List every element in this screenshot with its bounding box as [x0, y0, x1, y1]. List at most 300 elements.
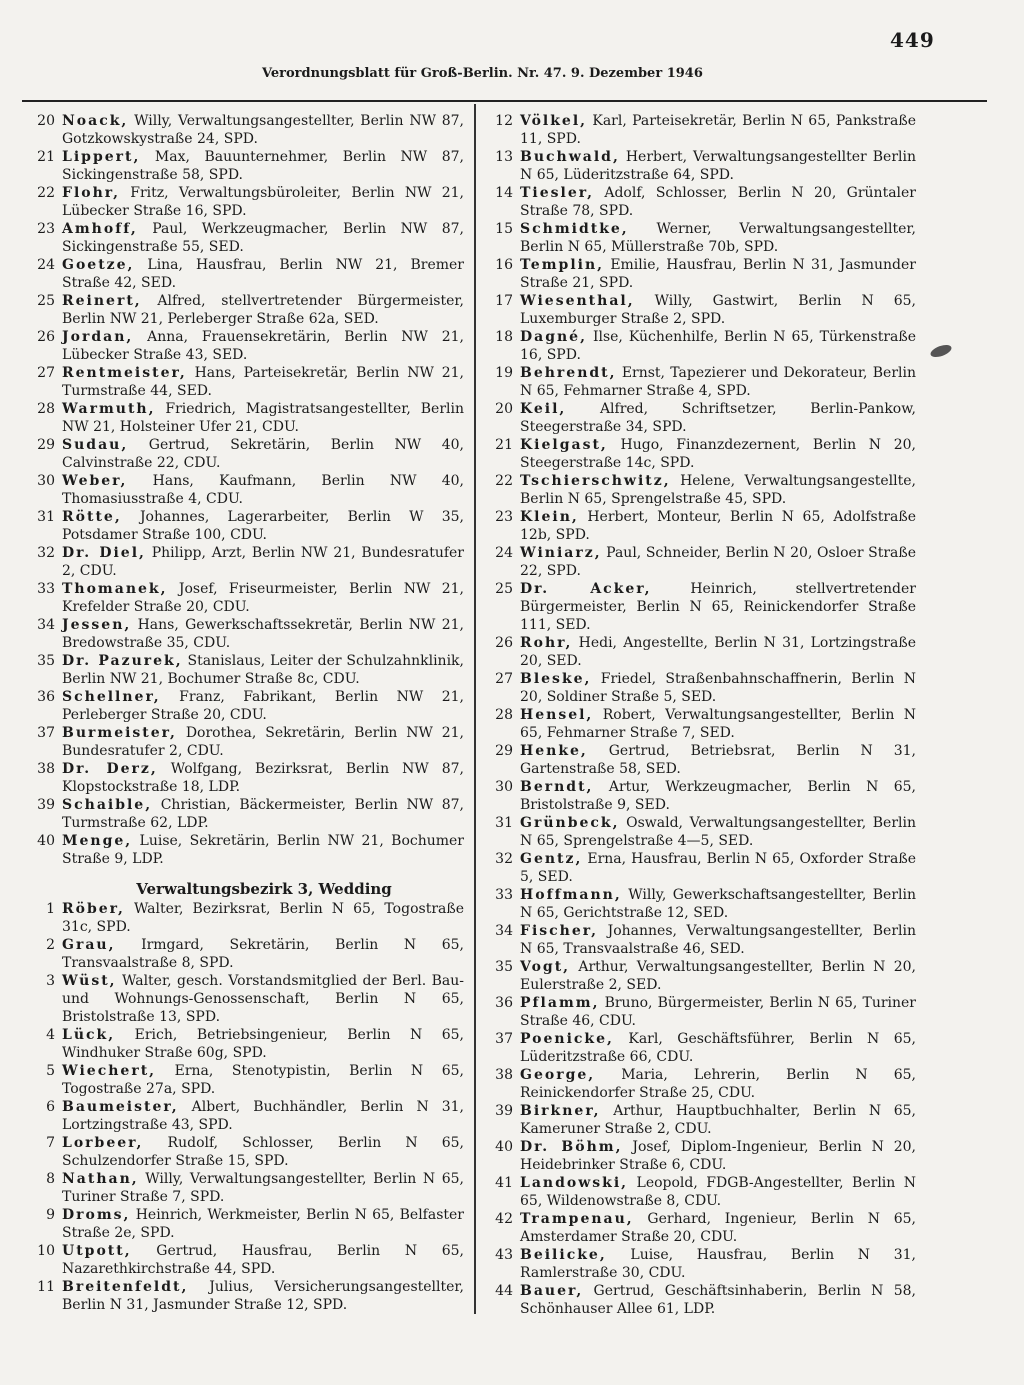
- entry-details: Leopold, FDGB-Angestellter, Berlin N 65, Wildenowstraße 8, CDU.: [520, 1175, 916, 1209]
- entry-number: 24: [495, 545, 513, 561]
- entry-details: Erna, Hausfrau, Berlin N 65, Oxforder Straße 5, SED.: [520, 851, 916, 885]
- entry-body: [62, 1062, 464, 1098]
- entry-body: [62, 148, 464, 184]
- list-item: [22, 544, 464, 580]
- entry-body: [62, 580, 464, 616]
- entry-number: 39: [495, 1103, 513, 1119]
- list-item: [480, 1066, 916, 1102]
- entry-details: Friedrich, Magistratsangestellter, Berlin NW 21, Holsteiner Ufer 21, CDU.: [62, 401, 464, 435]
- entry-name: Bauer,: [520, 1283, 584, 1299]
- entry-name: Landowski,: [520, 1175, 629, 1191]
- entry-details: Walter, Bezirksrat, Berlin N 65, Togostraße 31c, SPD.: [62, 901, 464, 935]
- list-item: [480, 544, 916, 580]
- entry-body: [520, 886, 916, 922]
- entry-name: Kielgast,: [520, 437, 608, 453]
- entry-number: 30: [495, 779, 513, 795]
- entry-name: Buchwald,: [520, 149, 620, 165]
- entry-number: 31: [37, 509, 55, 525]
- entry-number: 6: [46, 1099, 55, 1115]
- entry-name: Birkner,: [520, 1103, 601, 1119]
- entry-details: Hans, Parteisekretär, Berlin NW 21, Turmstraße 44, SED.: [62, 365, 464, 399]
- page-header: Verordnungsblatt für Groß-Berlin. Nr. 47. 9. Dezember 1946: [262, 66, 703, 81]
- entry-number: 40: [495, 1139, 513, 1155]
- entry-number: 37: [37, 725, 55, 741]
- entry-details: Ilse, Küchenhilfe, Berlin N 65, Türkenstraße 16, SPD.: [520, 329, 916, 363]
- entry-name: Weber,: [62, 473, 128, 489]
- list-item: [480, 436, 916, 472]
- entry-details: Christian, Bäckermeister, Berlin NW 87, Turmstraße 62, LDP.: [62, 797, 464, 831]
- entry-number: 21: [37, 149, 55, 165]
- list-item: [22, 796, 464, 832]
- entry-name: Lück,: [62, 1027, 116, 1043]
- list-item: [22, 184, 464, 220]
- entry-name: Poenicke,: [520, 1031, 614, 1047]
- entry-details: Josef, Diplom-Ingenieur, Berlin N 20, Heidebrinker Straße 6, CDU.: [520, 1139, 916, 1173]
- entry-name: Keil,: [520, 401, 567, 417]
- entry-number: 39: [37, 797, 55, 813]
- list-item: [22, 1206, 464, 1242]
- list-item: [22, 832, 464, 868]
- entry-number: 2: [46, 937, 55, 953]
- entry-details: Gertrud, Hausfrau, Berlin N 65, Nazarethkirchstraße 44, SPD.: [62, 1243, 464, 1277]
- entry-body: [62, 400, 464, 436]
- list-item: [22, 364, 464, 400]
- right-column: [480, 112, 916, 1318]
- entry-name: George,: [520, 1067, 596, 1083]
- entry-name: Breitenfeldt,: [62, 1279, 189, 1295]
- list-item: [22, 256, 464, 292]
- entry-name: Noack,: [62, 113, 129, 129]
- list-item: [480, 256, 916, 292]
- list-item: [22, 220, 464, 256]
- entry-body: [62, 900, 464, 936]
- list-item: [22, 724, 464, 760]
- list-item: [22, 580, 464, 616]
- list-item: [480, 184, 916, 220]
- entry-name: Bleske,: [520, 671, 592, 687]
- list-item: [22, 616, 464, 652]
- entry-body: [520, 292, 916, 328]
- entry-name: Beilicke,: [520, 1247, 607, 1263]
- entry-body: [62, 724, 464, 760]
- entry-details: Heinrich, Werkmeister, Berlin N 65, Belfaster Straße 2e, SPD.: [62, 1207, 464, 1241]
- entry-details: Luise, Hausfrau, Berlin N 31, Ramlerstraße 30, CDU.: [520, 1247, 916, 1281]
- entry-details: Friedel, Straßenbahnschaffnerin, Berlin N 20, Soldiner Straße 5, SED.: [520, 671, 916, 705]
- entry-number: 1: [46, 901, 55, 917]
- entry-name: Nathan,: [62, 1171, 139, 1187]
- entry-details: Herbert, Verwaltungsangestellter Berlin N 65, Lüderitzstraße 64, SPD.: [520, 149, 916, 183]
- right-entries: [480, 112, 916, 1318]
- entry-body: [62, 328, 464, 364]
- entry-number: 36: [37, 689, 55, 705]
- entry-number: 5: [46, 1063, 55, 1079]
- list-item: [480, 706, 916, 742]
- entry-details: Hugo, Finanzdezernent, Berlin N 20, Steegerstraße 14c, SPD.: [520, 437, 917, 471]
- list-item: [480, 1282, 916, 1318]
- entry-body: [520, 1066, 916, 1102]
- entry-number: 28: [495, 707, 513, 723]
- entry-details: Luise, Sekretärin, Berlin NW 21, Bochumer Straße 9, LDP.: [62, 833, 464, 867]
- entry-number: 35: [37, 653, 55, 669]
- list-item: [22, 1098, 464, 1134]
- list-item: [480, 1246, 916, 1282]
- entry-details: Julius, Versicherungsangestellter, Berlin N 31, Jasmunder Straße 12, SPD.: [62, 1279, 465, 1313]
- entry-details: Erich, Betriebsingenieur, Berlin N 65, Windhuker Straße 60g, SPD.: [62, 1027, 464, 1061]
- entry-details: Emilie, Hausfrau, Berlin N 31, Jasmunder Straße 21, SPD.: [520, 257, 916, 291]
- list-item: [22, 400, 464, 436]
- entry-name: Schaible,: [62, 797, 153, 813]
- entry-name: Sudau,: [62, 437, 129, 453]
- entry-number: 20: [37, 113, 55, 129]
- entry-number: 33: [495, 887, 513, 903]
- entry-body: [62, 1134, 464, 1170]
- entry-body: [62, 1206, 464, 1242]
- entry-name: Hensel,: [520, 707, 594, 723]
- entry-number: 10: [37, 1243, 55, 1259]
- entry-body: [520, 256, 916, 292]
- entry-details: Artur, Werkzeugmacher, Berlin N 65, Bristolstraße 9, SED.: [520, 779, 917, 813]
- entry-body: [62, 112, 464, 148]
- entry-details: Gertrud, Geschäftsinhaberin, Berlin N 58, Schönhauser Allee 61, LDP.: [520, 1283, 916, 1317]
- entry-number: 23: [495, 509, 513, 525]
- entry-name: Henke,: [520, 743, 588, 759]
- entry-body: [520, 508, 916, 544]
- entry-body: [62, 1098, 464, 1134]
- entry-name: Thomanek,: [62, 581, 168, 597]
- entry-details: Ernst, Tapezierer und Dekorateur, Berlin N 65, Fehmarner Straße 4, SPD.: [520, 365, 917, 399]
- entry-details: Adolf, Schlosser, Berlin N 20, Grüntaler Straße 78, SPD.: [520, 185, 916, 219]
- entry-name: Wiesenthal,: [520, 293, 635, 309]
- entry-details: Helene, Verwaltungsangestellte, Berlin N 65, Sprengelstraße 45, SPD.: [520, 473, 916, 507]
- entry-name: Vogt,: [520, 959, 571, 975]
- list-item: [22, 1134, 464, 1170]
- entry-body: [520, 850, 916, 886]
- list-item: [22, 688, 464, 724]
- entry-name: Dr. Diel,: [62, 545, 146, 561]
- entry-number: 27: [495, 671, 513, 687]
- entry-number: 28: [37, 401, 55, 417]
- list-item: [480, 112, 916, 148]
- entry-details: Johannes, Lagerarbeiter, Berlin W 35, Potsdamer Straße 100, CDU.: [62, 509, 464, 543]
- list-item: [22, 328, 464, 364]
- entry-number: 38: [495, 1067, 513, 1083]
- entry-name: Grünbeck,: [520, 815, 620, 831]
- entry-details: Josef, Friseurmeister, Berlin NW 21, Krefelder Straße 20, CDU.: [62, 581, 464, 615]
- entry-name: Pflamm,: [520, 995, 600, 1011]
- list-item: [480, 634, 916, 670]
- entry-number: 34: [37, 617, 55, 633]
- entry-body: [520, 958, 916, 994]
- entry-body: [62, 220, 464, 256]
- entry-number: 8: [46, 1171, 55, 1187]
- entry-body: [62, 292, 464, 328]
- left-entries-top: [22, 112, 464, 868]
- list-item: [22, 760, 464, 796]
- entry-body: [520, 148, 916, 184]
- entry-details: Hans, Gewerkschaftssekretär, Berlin NW 21, Bredowstraße 35, CDU.: [62, 617, 465, 651]
- list-item: [480, 886, 916, 922]
- entry-body: [62, 1278, 464, 1314]
- entry-name: Röber,: [62, 901, 125, 917]
- entry-name: Baumeister,: [62, 1099, 179, 1115]
- entry-details: Philipp, Arzt, Berlin NW 21, Bundesratufer 2, CDU.: [62, 545, 464, 579]
- entry-name: Rötte,: [62, 509, 122, 525]
- list-item: [480, 742, 916, 778]
- entry-details: Irmgard, Sekretärin, Berlin N 65, Transvaalstraße 8, SPD.: [62, 937, 464, 971]
- entry-number: 42: [495, 1211, 513, 1227]
- entry-body: [520, 742, 916, 778]
- list-item: [480, 1138, 916, 1174]
- list-item: [480, 364, 916, 400]
- entry-body: [62, 688, 464, 724]
- entry-details: Anna, Frauensekretärin, Berlin NW 21, Lübecker Straße 43, SED.: [62, 329, 464, 363]
- entry-body: [520, 580, 916, 634]
- list-item: [22, 148, 464, 184]
- entry-name: Menge,: [62, 833, 133, 849]
- list-item: [480, 850, 916, 886]
- section-heading: Verwaltungsbezirk 3, Wedding: [136, 880, 392, 898]
- entry-details: Gerhard, Ingenieur, Berlin N 65, Amsterdamer Straße 20, CDU.: [520, 1211, 916, 1245]
- list-item: [480, 814, 916, 850]
- entry-body: [520, 1102, 916, 1138]
- entry-number: 38: [37, 761, 55, 777]
- entry-details: Gertrud, Betriebsrat, Berlin N 31, Gartenstraße 58, SED.: [520, 743, 916, 777]
- entry-number: 27: [37, 365, 55, 381]
- entry-name: Dr. Pazurek,: [62, 653, 183, 669]
- entry-body: [520, 922, 916, 958]
- entry-name: Tiesler,: [520, 185, 594, 201]
- entry-body: [62, 616, 464, 652]
- entry-details: Hans, Kaufmann, Berlin NW 40, Thomasiusstraße 4, CDU.: [62, 473, 465, 507]
- entry-name: Dr. Derz,: [62, 761, 158, 777]
- entry-details: Robert, Verwaltungsangestellter, Berlin N 65, Fehmarner Straße 7, SED.: [520, 707, 917, 741]
- entry-details: Walter, gesch. Vorstandsmitglied der Berl. Bau- und Wohnungs-Genossenschaft, Berlin N 65, Bristolstraße 13, SPD.: [62, 973, 465, 1025]
- entry-body: [520, 1174, 916, 1210]
- entry-body: [520, 1282, 916, 1318]
- ink-blot: [929, 343, 953, 360]
- entry-name: Trampenau,: [520, 1211, 634, 1227]
- list-item: [480, 580, 916, 634]
- entry-details: Dorothea, Sekretärin, Berlin NW 21, Bundesratufer 2, CDU.: [62, 725, 465, 759]
- entry-body: [62, 256, 464, 292]
- entry-name: Utpott,: [62, 1243, 132, 1259]
- entry-number: 30: [37, 473, 55, 489]
- entry-name: Lippert,: [62, 149, 141, 165]
- entry-body: [520, 670, 916, 706]
- entry-name: Jordan,: [62, 329, 134, 345]
- entry-details: Fritz, Verwaltungsbüroleiter, Berlin NW 21, Lübecker Straße 16, SPD.: [62, 185, 464, 219]
- entry-body: [520, 544, 916, 580]
- entry-body: [520, 634, 916, 670]
- list-item: [480, 148, 916, 184]
- list-item: [480, 922, 916, 958]
- left-column: [22, 112, 464, 1314]
- entry-number: 31: [495, 815, 513, 831]
- entry-number: 32: [495, 851, 513, 867]
- entry-details: Willy, Verwaltungsangestellter, Berlin NW 87, Gotzkowskystraße 24, SPD.: [62, 113, 464, 147]
- entry-details: Rudolf, Schlosser, Berlin N 65, Schulzendorfer Straße 15, SPD.: [62, 1135, 464, 1169]
- list-item: [22, 112, 464, 148]
- entry-number: 34: [495, 923, 513, 939]
- entry-body: [520, 778, 916, 814]
- entry-body: [62, 652, 464, 688]
- entry-body: [62, 508, 464, 544]
- entry-body: [520, 1246, 916, 1282]
- entry-details: Arthur, Hauptbuchhalter, Berlin N 65, Kameruner Straße 2, CDU.: [520, 1103, 916, 1137]
- list-item: [22, 436, 464, 472]
- entry-number: 11: [37, 1279, 55, 1295]
- entry-name: Jessen,: [62, 617, 132, 633]
- entry-number: 26: [495, 635, 513, 651]
- entry-name: Flohr,: [62, 185, 121, 201]
- entry-number: 40: [37, 833, 55, 849]
- entry-body: [520, 1030, 916, 1066]
- entry-number: 32: [37, 545, 55, 561]
- list-item: [22, 972, 464, 1026]
- entry-details: Maria, Lehrerin, Berlin N 65, Reinickendorfer Straße 25, CDU.: [520, 1067, 916, 1101]
- entry-details: Paul, Werkzeugmacher, Berlin NW 87, Sickingenstraße 55, SED.: [62, 221, 464, 255]
- entry-details: Johannes, Verwaltungsangestellter, Berlin N 65, Transvaalstraße 46, SED.: [520, 923, 916, 957]
- list-item: [22, 936, 464, 972]
- entry-number: 19: [495, 365, 513, 381]
- entry-details: Karl, Geschäftsführer, Berlin N 65, Lüderitzstraße 66, CDU.: [520, 1031, 917, 1065]
- entry-name: Hoffmann,: [520, 887, 622, 903]
- list-item: [480, 1030, 916, 1066]
- entry-number: 24: [37, 257, 55, 273]
- entry-number: 20: [495, 401, 513, 417]
- list-item: [480, 508, 916, 544]
- entry-details: Wolfgang, Bezirksrat, Berlin NW 87, Klopstockstraße 18, LDP.: [62, 761, 464, 795]
- entry-number: 26: [37, 329, 55, 345]
- entry-details: Alfred, stellvertretender Bürgermeister, Berlin NW 21, Perleberger Straße 62a, SED.: [62, 293, 464, 327]
- entry-number: 36: [495, 995, 513, 1011]
- entry-name: Behrendt,: [520, 365, 617, 381]
- entry-number: 43: [495, 1247, 513, 1263]
- entry-details: Werner, Verwaltungsangestellter, Berlin N 65, Müllerstraße 70b, SPD.: [520, 221, 916, 255]
- entry-details: Hedi, Angestellte, Berlin N 31, Lortzingstraße 20, SED.: [520, 635, 916, 669]
- entry-name: Dr. Böhm,: [520, 1139, 623, 1155]
- entry-body: [62, 1170, 464, 1206]
- entry-body: [62, 972, 464, 1026]
- entry-body: [520, 472, 916, 508]
- entry-body: [62, 832, 464, 868]
- list-item: [22, 652, 464, 688]
- entry-body: [520, 112, 916, 148]
- list-item: [22, 472, 464, 508]
- entry-number: 14: [495, 185, 513, 201]
- entry-details: Bruno, Bürgermeister, Berlin N 65, Turiner Straße 46, CDU.: [520, 995, 917, 1029]
- entry-name: Lorbeer,: [62, 1135, 144, 1151]
- entry-name: Goetze,: [62, 257, 135, 273]
- entry-name: Schmidtke,: [520, 221, 629, 237]
- entry-body: [520, 184, 916, 220]
- entry-name: Templin,: [520, 257, 605, 273]
- entry-details: Max, Bauunternehmer, Berlin NW 87, Sickingenstraße 58, SPD.: [62, 149, 465, 183]
- entry-number: 29: [495, 743, 513, 759]
- list-item: [22, 900, 464, 936]
- entry-body: [62, 1026, 464, 1062]
- entry-number: 16: [495, 257, 513, 273]
- entry-number: 17: [495, 293, 513, 309]
- list-item: [22, 1062, 464, 1098]
- entry-name: Grau,: [62, 937, 116, 953]
- entry-name: Warmuth,: [62, 401, 156, 417]
- list-item: [480, 670, 916, 706]
- header-rule: [22, 100, 987, 102]
- entry-number: 12: [495, 113, 513, 129]
- entry-number: 22: [37, 185, 55, 201]
- entry-body: [520, 400, 916, 436]
- entry-details: Gertrud, Sekretärin, Berlin NW 40, Calvinstraße 22, CDU.: [62, 437, 464, 471]
- entry-number: 9: [46, 1207, 55, 1223]
- entry-details: Lina, Hausfrau, Berlin NW 21, Bremer Straße 42, SED.: [62, 257, 464, 291]
- entry-name: Völkel,: [520, 113, 588, 129]
- entry-details: Arthur, Verwaltungsangestellter, Berlin N 20, Eulerstraße 2, SED.: [520, 959, 916, 993]
- entry-name: Dr. Acker,: [520, 581, 652, 597]
- entry-body: [62, 184, 464, 220]
- list-item: [22, 1242, 464, 1278]
- list-item: [480, 1102, 916, 1138]
- entry-body: [520, 706, 916, 742]
- page-number: 449: [890, 28, 935, 52]
- entry-body: [520, 814, 916, 850]
- entry-number: 37: [495, 1031, 513, 1047]
- entry-number: 7: [46, 1135, 55, 1151]
- entry-number: 35: [495, 959, 513, 975]
- entry-name: Klein,: [520, 509, 579, 525]
- entry-number: 25: [37, 293, 55, 309]
- entry-number: 13: [495, 149, 513, 165]
- entry-details: Paul, Schneider, Berlin N 20, Osloer Straße 22, SPD.: [520, 545, 917, 579]
- entry-name: Burmeister,: [62, 725, 177, 741]
- entry-name: Reinert,: [62, 293, 142, 309]
- list-item: [480, 994, 916, 1030]
- entry-body: [520, 220, 916, 256]
- entry-number: 18: [495, 329, 513, 345]
- entry-details: Alfred, Schriftsetzer, Berlin-Pankow, Steegerstraße 34, SPD.: [520, 401, 916, 435]
- entry-body: [62, 796, 464, 832]
- entry-details: Erna, Stenotypistin, Berlin N 65, Togostraße 27a, SPD.: [62, 1063, 464, 1097]
- entry-body: [62, 760, 464, 796]
- entry-body: [62, 472, 464, 508]
- entry-name: Droms,: [62, 1207, 131, 1223]
- entry-body: [520, 1138, 916, 1174]
- list-item: [480, 220, 916, 256]
- entry-name: Fischer,: [520, 923, 598, 939]
- entry-details: Karl, Parteisekretär, Berlin N 65, Pankstraße 11, SPD.: [520, 113, 917, 147]
- entry-body: [520, 994, 916, 1030]
- entry-details: Stanislaus, Leiter der Schulzahnklinik, Berlin NW 21, Bochumer Straße 8c, CDU.: [62, 653, 464, 687]
- entry-details: Franz, Fabrikant, Berlin NW 21, Perleberger Straße 20, CDU.: [62, 689, 464, 723]
- list-item: [480, 1174, 916, 1210]
- entry-name: Amhoff,: [62, 221, 138, 237]
- list-item: [480, 328, 916, 364]
- entry-name: Rohr,: [520, 635, 573, 651]
- entry-name: Wüst,: [62, 973, 117, 989]
- entry-number: 4: [46, 1027, 55, 1043]
- entry-details: Oswald, Verwaltungsangestellter, Berlin N 65, Sprengelstraße 4—5, SED.: [520, 815, 916, 849]
- entry-details: Heinrich, stellvertretender Bürgermeister, Berlin N 65, Reinickendorfer Straße 111, SED.: [520, 581, 917, 633]
- entry-details: Willy, Gastwirt, Berlin N 65, Luxemburger Straße 2, SPD.: [520, 293, 917, 327]
- entry-details: Albert, Buchhändler, Berlin N 31, Lortzingstraße 43, SPD.: [62, 1099, 465, 1133]
- column-divider: [474, 104, 476, 1314]
- entry-body: [62, 364, 464, 400]
- entry-name: Wiechert,: [62, 1063, 157, 1079]
- list-item: [22, 1278, 464, 1314]
- list-item: [22, 508, 464, 544]
- entry-details: Willy, Gewerkschaftsangestellter, Berlin N 65, Gerichtstraße 12, SED.: [520, 887, 917, 921]
- entry-number: 22: [495, 473, 513, 489]
